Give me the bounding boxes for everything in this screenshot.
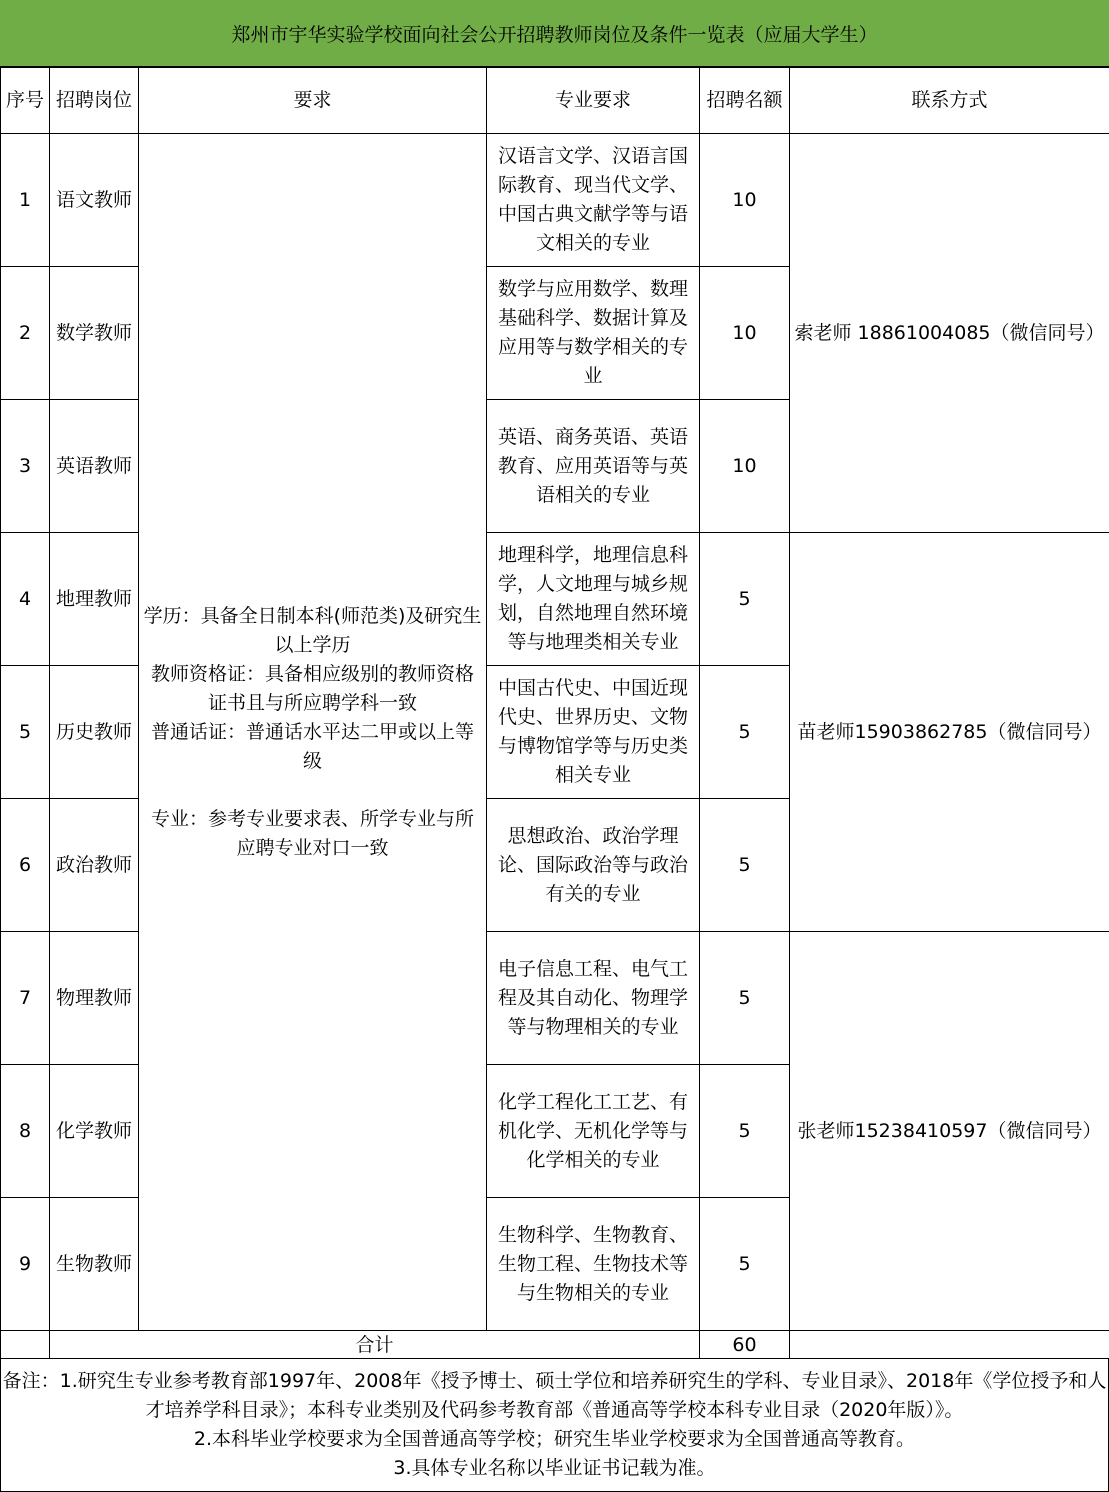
total-contact-blank (790, 1331, 1109, 1359)
row-quota: 5 (700, 799, 790, 932)
row-quota: 5 (700, 1198, 790, 1331)
requirements-cell (139, 134, 487, 1331)
req-certificate: 教师资格证：具备相应级别的教师资格证书且与所应聘学科一致 (150, 662, 474, 714)
notes-section (0, 1358, 1109, 1492)
row-major: 汉语言文学、汉语言国际教育、现当代文学、中国古典文献学等与语文相关的专业 (487, 134, 700, 267)
row-quota: 5 (700, 533, 790, 666)
note-1: 备注：1.研究生专业参考教育部1997年、2008年《授予博士、硕士学位和培养研究生的学科、专业目录》、2018年《学位授予和人才培养学科目录》；本科专业类别及代码参考教育部《普通高等学校本科专业目录（2020年版）》。 (2, 1370, 1107, 1421)
header-position: 招聘岗位 (50, 68, 139, 134)
total-label: 合计 (50, 1331, 700, 1359)
req-mandarin: 普通话证：普通话水平达二甲或以上等级 (150, 720, 474, 772)
row-seq: 8 (1, 1065, 50, 1198)
total-row (1, 1331, 1109, 1359)
row-major: 化学工程化工工艺、有机化学、无机化学等与化学相关的专业 (487, 1065, 700, 1198)
row-quota: 10 (700, 134, 790, 267)
note-2: 2.本科毕业学校要求为全国普通高等学校；研究生毕业学校要求为全国普通高等教育。 (193, 1428, 916, 1450)
row-position: 政治教师 (50, 799, 139, 932)
recruitment-table (0, 67, 1109, 1359)
header-row (1, 68, 1109, 134)
row-position: 数学教师 (50, 267, 139, 400)
header-quota: 招聘名额 (700, 68, 790, 134)
note-3: 3.具体专业名称以毕业证书记载为准。 (393, 1457, 716, 1479)
row-major: 生物科学、生物教育、生物工程、生物技术等与生物相关的专业 (487, 1198, 700, 1331)
row-seq: 4 (1, 533, 50, 666)
total-blank (1, 1331, 50, 1359)
row-quota: 10 (700, 267, 790, 400)
total-value: 60 (700, 1331, 790, 1359)
header-major: 专业要求 (487, 68, 700, 134)
row-position: 生物教师 (50, 1198, 139, 1331)
row-position: 化学教师 (50, 1065, 139, 1198)
table-row (1, 134, 1109, 267)
row-major: 地理科学，地理信息科学，人文地理与城乡规划，自然地理自然环境等与地理类相关专业 (487, 533, 700, 666)
header-requirements: 要求 (139, 68, 487, 134)
row-seq: 1 (1, 134, 50, 267)
row-major: 数学与应用数学、数理基础科学、数据计算及应用等与数学相关的专业 (487, 267, 700, 400)
row-seq: 5 (1, 666, 50, 799)
header-contact: 联系方式 (790, 68, 1109, 134)
sheet-title: 郑州市宇华实验学校面向社会公开招聘教师岗位及条件一览表（应届大学生） (0, 0, 1109, 67)
row-position: 历史教师 (50, 666, 139, 799)
header-seq: 序号 (1, 68, 50, 134)
row-position: 语文教师 (50, 134, 139, 267)
row-seq: 9 (1, 1198, 50, 1331)
contact-cell-1: 索老师 18861004085（微信同号） (790, 134, 1109, 533)
row-quota: 10 (700, 400, 790, 533)
row-quota: 5 (700, 1065, 790, 1198)
contact-cell-2: 苗老师15903862785（微信同号） (790, 533, 1109, 932)
row-position: 物理教师 (50, 932, 139, 1065)
row-seq: 2 (1, 267, 50, 400)
req-major: 专业：参考专业要求表、所学专业与所应聘专业对口一致 (150, 807, 474, 859)
row-seq: 3 (1, 400, 50, 533)
row-position: 地理教师 (50, 533, 139, 666)
row-quota: 5 (700, 666, 790, 799)
contact-cell-3: 张老师15238410597（微信同号） (790, 932, 1109, 1331)
req-education: 学历：具备全日制本科(师范类)及研究生以上学历 (143, 604, 482, 656)
row-major: 中国古代史、中国近现代史、世界历史、文物与博物馆学等与历史类相关专业 (487, 666, 700, 799)
row-seq: 7 (1, 932, 50, 1065)
row-major: 英语、商务英语、英语教育、应用英语等与英语相关的专业 (487, 400, 700, 533)
row-position: 英语教师 (50, 400, 139, 533)
row-seq: 6 (1, 799, 50, 932)
row-major: 电子信息工程、电气工程及其自动化、物理学等与物理相关的专业 (487, 932, 700, 1065)
row-quota: 5 (700, 932, 790, 1065)
row-major: 思想政治、政治学理论、国际政治等与政治有关的专业 (487, 799, 700, 932)
